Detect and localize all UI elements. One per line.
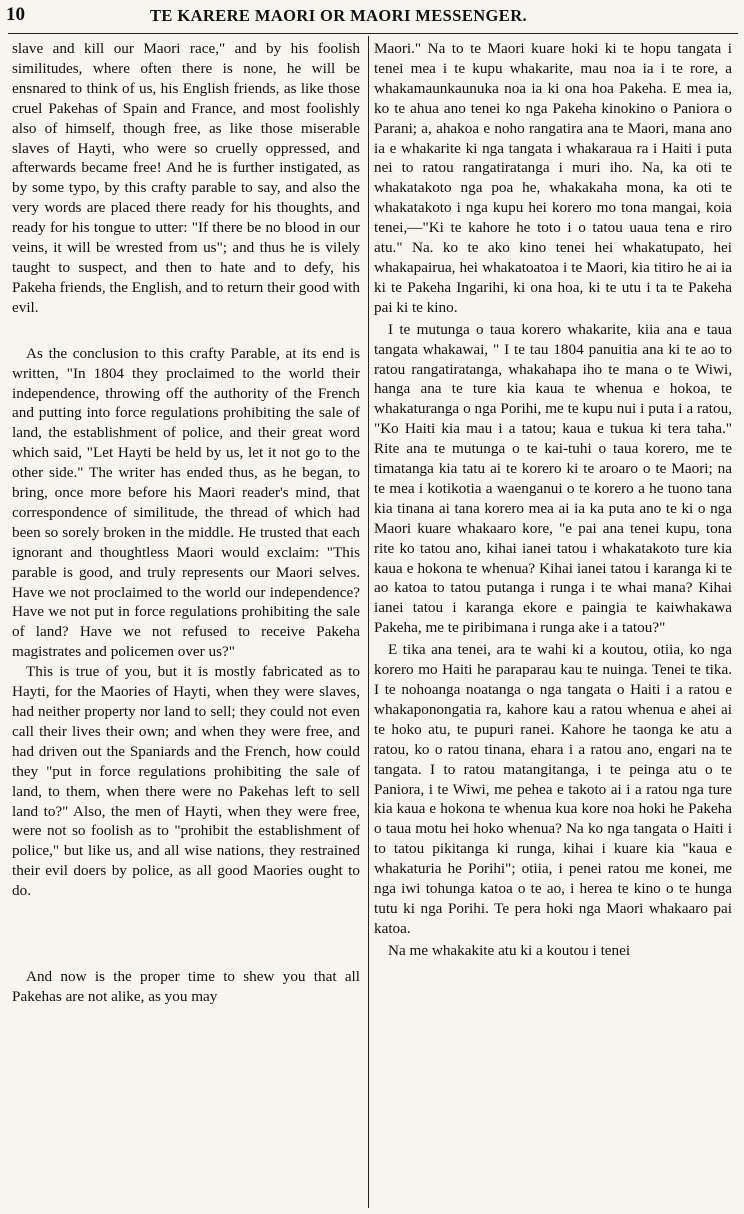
paragraph: And now is the proper time to shew you that all Pakehas are not alike, as you may <box>12 968 360 1005</box>
page-number: 10 <box>6 4 25 25</box>
paragraph: This is true of you, but it is mostly fabricated as to Hayti, for the Maories of Hayti, when they were slaves, had neither property nor land to sell; they could not even call their lives their own; and when they were free, and had driven out the Spaniards and the French, how could they "put in force regulations prohibiting the sale of land, to them, when there were no Pakehas left to sell land to?" Also, the men of Hayti, when they were free, were not so foolish as to "prohibit the establishment of police," but like us, and all wise nations, they restrained their evil doers by police, as all good Maories ought to do. <box>12 663 360 900</box>
paragraph: slave and kill our Maori race," and by his foolish similitudes, where often there is none, he will be ensnared to think of us, his English friends, as like those cruel Pakehas of Spain and France, and most foolishly also of himself, though free, as like those miserable slaves of Hayti, who were so cruelly oppressed, and afterwards became free! And he is further instigated, as by some typo, by this crafty parable to say, and also the very words are placed there ready for his thoughts, and ready for his tongue to utter: "If there be no blood in our veins, it will be wrested from us"; and thus he is vilely taught to suspect, and then to hate and to defy, his Pakeha friends, the English, and to return their good with evil. <box>12 40 360 316</box>
paragraph: As the conclusion to this crafty Parable, at its end is written, "In 1804 they proclaimed to the world their independence, throwing off the authority of the French and putting into force regulations prohibiting the sale of land, the establishment of police, and their great word which said, "Let Hayti be held by us, let it not go to the other side." The writer has ended thus, as he began, to bring, once more before his Maori reader's mind, that correspondence of similitude, the thread of which had been so sorely broken in the middle. He trusted that each ignorant and thoughtless Maori would exclaim: "This parable is good, and truly represents our Maori selves. Have we not proclaimed to the world our independence? Have we not put in force regulations prohibiting the sale of land? Have we not refused to receive Pakeha magistrates and policemen over us?" <box>12 344 360 661</box>
left-column-english <box>12 39 360 1007</box>
paragraph: Na me whakakite atu ki a koutou i tenei <box>388 941 631 959</box>
right-column-maori <box>374 39 732 961</box>
paragraph: I te mutunga o taua korero whakarite, kiia ana e taua tangata whakawai, " I te tau 1804 panuitia ana ki te ao to ratou rangatiratanga, whakahapa iho te mana o te Wiwi, hanga ana te ture kia kaua te whenua e hokoa, te whakaturanga o nga Porihi, me te kupu nui i puta i a ratou, "Ko Haiti kia mau i a tatou; kaua e tukua ki tera taha." Rite ana te mutunga o te kai-tuhi o taua korero, me te timatanga kia tatu ai te korero ki te aroaro o te Maori; na te mea i kotikotia a waenganui o te korero a he tuono tana kia tinana ai tana korero mea ai ia ka puta ano te ki o nga Maori kuare whakaaro kore, "e pai ana tenei kupu, tona rite ko tatou ano, kihai ianei tatou i whakatakoto ture kia kaua e hokona te whenua? Kihai ianei tatou i karanga ki te ao katoa to tatou putanga i runga i te whai mana? Kihai ianei tatou i karanga ekore e paingia te kaiwhakawa Pakeha, me te piribimana i runga ake i a tatou?" <box>374 320 732 637</box>
paragraph: E tika ana tenei, ara te wahi ki a koutou, otiia, ko nga korero mo Haiti he paraparau kau te nuinga. Tenei te tika. I te nohoanga noatanga o nga tangata o Haiti i a ratou e whakaponongatia ra, kahore kau a ratou whenua e ahei ai te hoko atu, te pupuri ranei. Kahore he taonga ke atu a ratou, ko o ratou tinana, ehara i a ratou ano, engari na te tangata. I to ratou matangitanga, i te peinga atu o te Paniora, i te Wiwi, me pehea e takoto ai i a ratou nga ture kia kaua e hokona te whenua kua kore noa hoki he Pakeha o taua motu hei hoko whenua? Na ko nga tangata o Haiti i to tatou pikitanga ki runga, kihai i kuare kia "kaua e whakaturia he Porihi"; otiia, i penei ratou me konei, me nga iwi tohunga katoa o te ao, i herea te kino o te hunga tutu ki nga Porihi. Te pera hoki nga Maori whakaaro pai katoa. <box>374 641 732 937</box>
column-divider <box>368 36 369 1208</box>
running-title: TE KARERE MAORI OR MAORI MESSENGER. <box>150 6 528 25</box>
header-rule <box>8 33 738 34</box>
paragraph: Maori." Na to te Maori kuare hoki ki te hopu tangata i tenei mea i te kupu whakarite, mau noa ia i te rore, a whakamaunkaunuka noa ia ki ona hoa Pakeha. E mea ia, ko te ahua ano tenei ko nga Pakeha kinokino o Paniora o Parani; a, ahakoa e noho rangatira ana te Maori, mana ano ia e whakarite ki nga tangata i whakaraua ra i Haiti i puta nei to ratou rangatiratanga i muri iho. Na, ka oti te whakatakoto nga poa he, whakakaha mona, ka oti te whakatakoto i nga kupu hei korero mo tona mangai, koia tenei,—"Ki te kahore he toto i o tatou uaua tena e riro atu." Na. ko te ako kino tenei hei whakatupato, hei whakapairua, hei whakatoatoa i te Maori, kia titiro he ai ia ki te Pakeha Ingarihi, ki ona hoa, ki te utu i ta te Pakeha pai ki te kino. <box>374 40 732 316</box>
page-header <box>0 0 744 34</box>
